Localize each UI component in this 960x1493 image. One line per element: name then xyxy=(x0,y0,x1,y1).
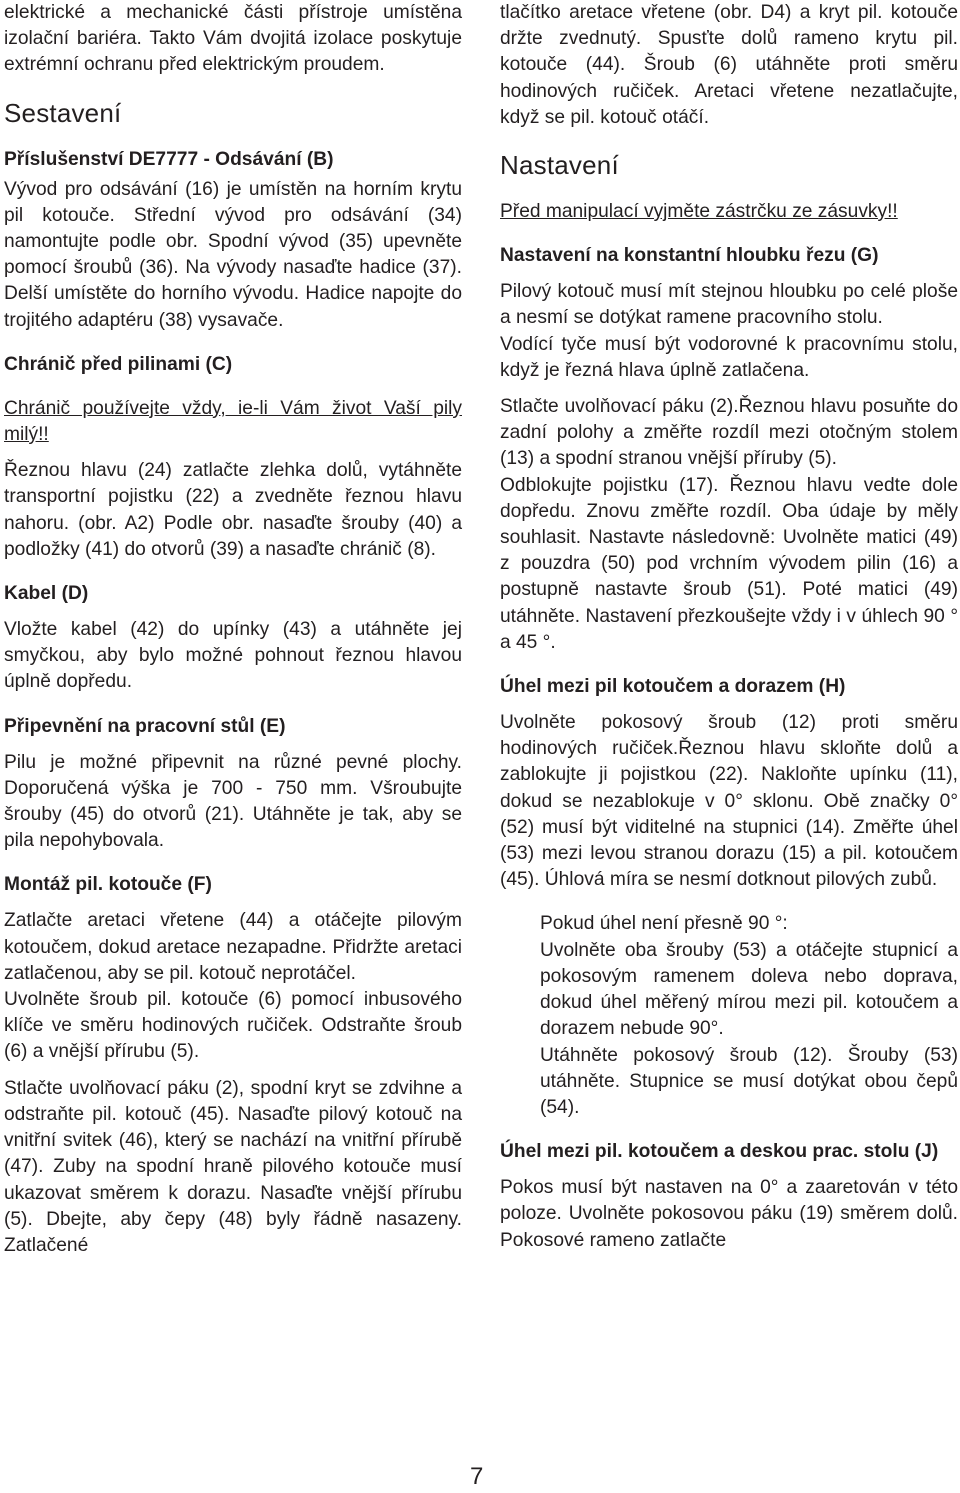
section-title-assembly: Sestavení xyxy=(4,97,122,128)
blade-mount-heading: Montáž pil. kotouče (F) xyxy=(4,874,212,896)
workbench-heading: Připevnění na pracovní stůl (E) xyxy=(4,715,286,737)
chip-guard-text: Řeznou hlavu (24) zatlačte zlehka dolů, vytáhněte transportní pojistku (22) a zvedněte řeznou hlavu nahoru. (obr. A2) Podle obr. nasaďte šrouby (40) a podložky (41) do otvorů (39) a nasaďte chránič (8). xyxy=(4,460,462,560)
depth-text-4: Odblokujte pojistku (17). Řeznou hlavu vedte dole dopředu. Znovu změřte rozdíl. Oba údaje by měly souhlasit. Nastavte následovně: Uvolněte matici (49) z pouzdra (50) pod vrchním vývodem pilin (16) a postupně nastavte šroub (51). Poté matici (49) utáhněte. Nastavení přezkoušejte vždy i v úhlech 90 ° a 45 °. xyxy=(500,474,958,653)
extraction-heading: Příslušenství DE7777 - Odsávání (B) xyxy=(4,148,334,170)
fence-angle-note-2: Utáhněte pokosový šroub (12). Šrouby (53) utáhněte. Stupnice se musí dotýkat obou čepů (54). xyxy=(540,1044,958,1118)
fence-angle-heading: Úhel mezi pil kotoučem a dorazem (H) xyxy=(500,676,846,698)
left-column xyxy=(4,0,462,1259)
extraction-text: Vývod pro odsávání (16) je umístěn na horním krytu pil kotouče. Střední vývod pro odsávání (34) namontujte podle obr. Spodní vývod (35) upevněte pomocí šroubů (36). Na vývody nasaďte hadice (37). Delší umístěte do horního vývodu. Hadice napojte do trojitého adaptéru (38) vysavače. xyxy=(4,178,462,331)
fence-angle-note-1: Uvolněte oba šrouby (53) a otáčejte stupnicí a pokosovým ramenem doleva nebo doprava, dokud úhel měřený mírou mezi pil. kotoučem a dorazem nebude 90°. xyxy=(540,939,958,1040)
blade-mount-text-1: Zatlačte aretaci vřetene (44) a otáčejte pilovým kotoučem, dokud aretace nezapadne. Přidržte aretaci zatlačenou, aby se pil. kotouč neprotáčel. xyxy=(4,910,462,984)
page-number: 7 xyxy=(470,1463,484,1490)
fence-angle-note-title: Pokud úhel není přesně 90 °: xyxy=(540,913,788,935)
depth-text-1: Pilový kotouč musí mít stejnou hloubku po celé ploše a nesmí se dotýkat ramene pracovního stolu. xyxy=(500,281,958,329)
fence-angle-text: Uvolněte pokosový šroub (12) proti směru hodinových ručiček.Řeznou hlavu skloňte dolů a zablokujte ji pojistkou (22). Nakloňte upínku (11), dokud se nezablokuje v 0° sklonu. Obě značky 0° (52) musí být viditelné na stupnici (14). Změřte úhel (53) mezi levou stranou dorazu (15) a pil. kotoučem (45). Úhlová míra se nesmí dotknout pilových zubů. xyxy=(500,712,958,891)
blade-mount-text-3: Stlačte uvolňovací páku (2), spodní kryt se zdvihne a odstraňte pil. kotouč (45). Nasaďte pilový kotouč na vnitřní svitek (46), který se nachází na vnitřní přírubě (47). Zuby na spodní hraně pilového kotouče musí ukazovat směrem k dorazu. Nasaďte vnější přírubu (5). Dbejte, aby čepy (48) byly řádně nasazeny. Zatlačené xyxy=(4,1077,462,1256)
depth-heading: Nastavení na konstantní hloubku řezu (G) xyxy=(500,245,879,267)
blade-mount-text-2: Uvolněte šroub pil. kotouče (6) pomocí inbusového klíče ve směru hodinových ručiček. Odstraňte šroub (6) a vnější přírubu (5). xyxy=(4,989,462,1063)
depth-text-2: Vodící tyče musí být vodorovné k pracovnímu stolu, když je řezná hlava úplně zatlačena. xyxy=(500,333,958,381)
table-angle-text: Pokos musí být nastaven na 0° a zaaretován v této poloze. Uvolněte pokosovou páku (19) směrem dolů. Pokosové rameno zatlačte xyxy=(500,1177,958,1251)
cable-heading: Kabel (D) xyxy=(4,583,89,605)
intro-text: elektrické a mechanické části přístroje umístěna izolační bariéra. Takto Vám dvojitá izolace poskytuje extrémní ochranu před elektrickým proudem. xyxy=(4,2,462,76)
fence-angle-note xyxy=(540,911,958,1121)
chip-guard-warning: Chránič používejte vždy, ie-li Vám život Vaší pily milý!! xyxy=(4,397,462,446)
right-column xyxy=(500,0,958,1254)
table-angle-heading: Úhel mezi pil. kotoučem a deskou prac. stolu (J) xyxy=(500,1141,939,1163)
depth-text-3: Stlačte uvolňovací páku (2).Řeznou hlavu posuňte do zadní polohy a změřte rozdíl mezi otočným stolem (13) a spodní stranou vnější příruby (5). xyxy=(500,396,958,470)
cable-text: Vložte kabel (42) do upínky (43) a utáhněte jej smyčkou, aby bylo možné pohnout řeznou hlavou úplně dopředu. xyxy=(4,619,462,693)
continuation-text: tlačítko aretace vřetene (obr. D4) a kryt pil. kotouče držte zvednutý. Spusťte dolů rameno krytu pil. kotouče (44). Šroub (6) utáhněte proti směru hodinových ručiček. Aretaci vřetene nezatlačujte, když se pil. kotouč otáčí. xyxy=(500,2,958,128)
settings-warning: Před manipulací vyjměte zástrčku ze zásuvky!! xyxy=(500,201,898,223)
workbench-text: Pilu je možné připevnit na různé pevné plochy. Doporučená výška je 700 - 750 mm. Všroubujte šrouby (45) do otvorů (21). Utáhněte je tak, aby se pila nepohybovala. xyxy=(4,751,462,852)
chip-guard-heading: Chránič před pilinami (C) xyxy=(4,353,233,375)
section-title-settings: Nastavení xyxy=(500,150,619,181)
